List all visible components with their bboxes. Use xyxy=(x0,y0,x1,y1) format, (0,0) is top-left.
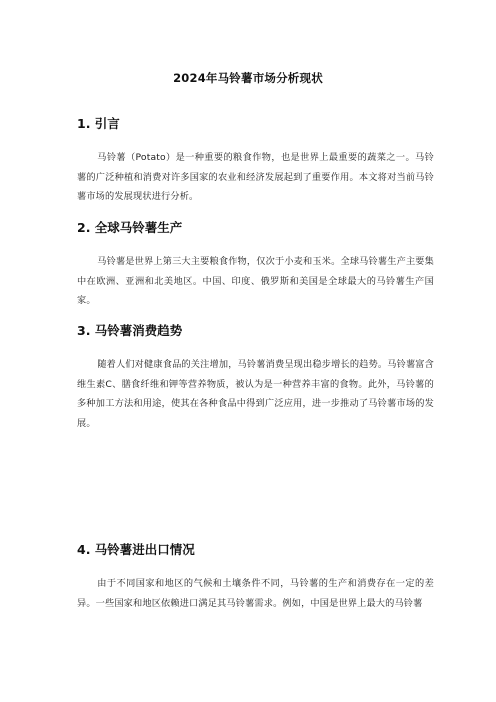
section-heading: 3. 马铃薯消费趋势 xyxy=(77,323,183,338)
section-paragraph: 随着人们对健康食品的关注增加，马铃薯消费呈现出稳步增长的趋势。马铃薯富含维生素C、膳食纤维和钾等营养物质，被认为是一种营养丰富的食物。此外，马铃薯的多种加工方法和用途，使其在各种食品中得到广泛应用，进一步推动了马铃薯市场的发展。 xyxy=(77,359,434,429)
section-global-production xyxy=(77,220,434,311)
section-heading: 4. 马铃薯进出口情况 xyxy=(77,542,195,557)
section-introduction xyxy=(77,116,434,207)
section-paragraph: 马铃薯是世界上第三大主要粮食作物，仅次于小麦和玉米。全球马铃薯生产主要集中在欧洲、亚洲和北美地区。中国、印度、俄罗斯和美国是全球最大的马铃薯生产国家。 xyxy=(77,256,434,306)
section-paragraph: 马铃薯（Potato）是一种重要的粮食作物，也是世界上最重要的蔬菜之一。马铃薯的广泛种植和消费对许多国家的农业和经济发展起到了重要作用。本文将对当前马铃薯市场的发展现状进行分析。 xyxy=(77,152,434,202)
document-title: 2024年马铃薯市场分析现状 xyxy=(173,71,323,85)
section-heading: 2. 全球马铃薯生产 xyxy=(77,220,183,235)
section-heading: 1. 引言 xyxy=(77,116,120,131)
section-consumption-trend xyxy=(77,323,434,433)
section-import-export xyxy=(77,542,434,613)
section-paragraph: 由于不同国家和地区的气候和土壤条件不同，马铃薯的生产和消费存在一定的差异。一些国家和地区依赖进口满足其马铃薯需求。例如，中国是世界上最大的马铃薯 xyxy=(77,578,434,609)
